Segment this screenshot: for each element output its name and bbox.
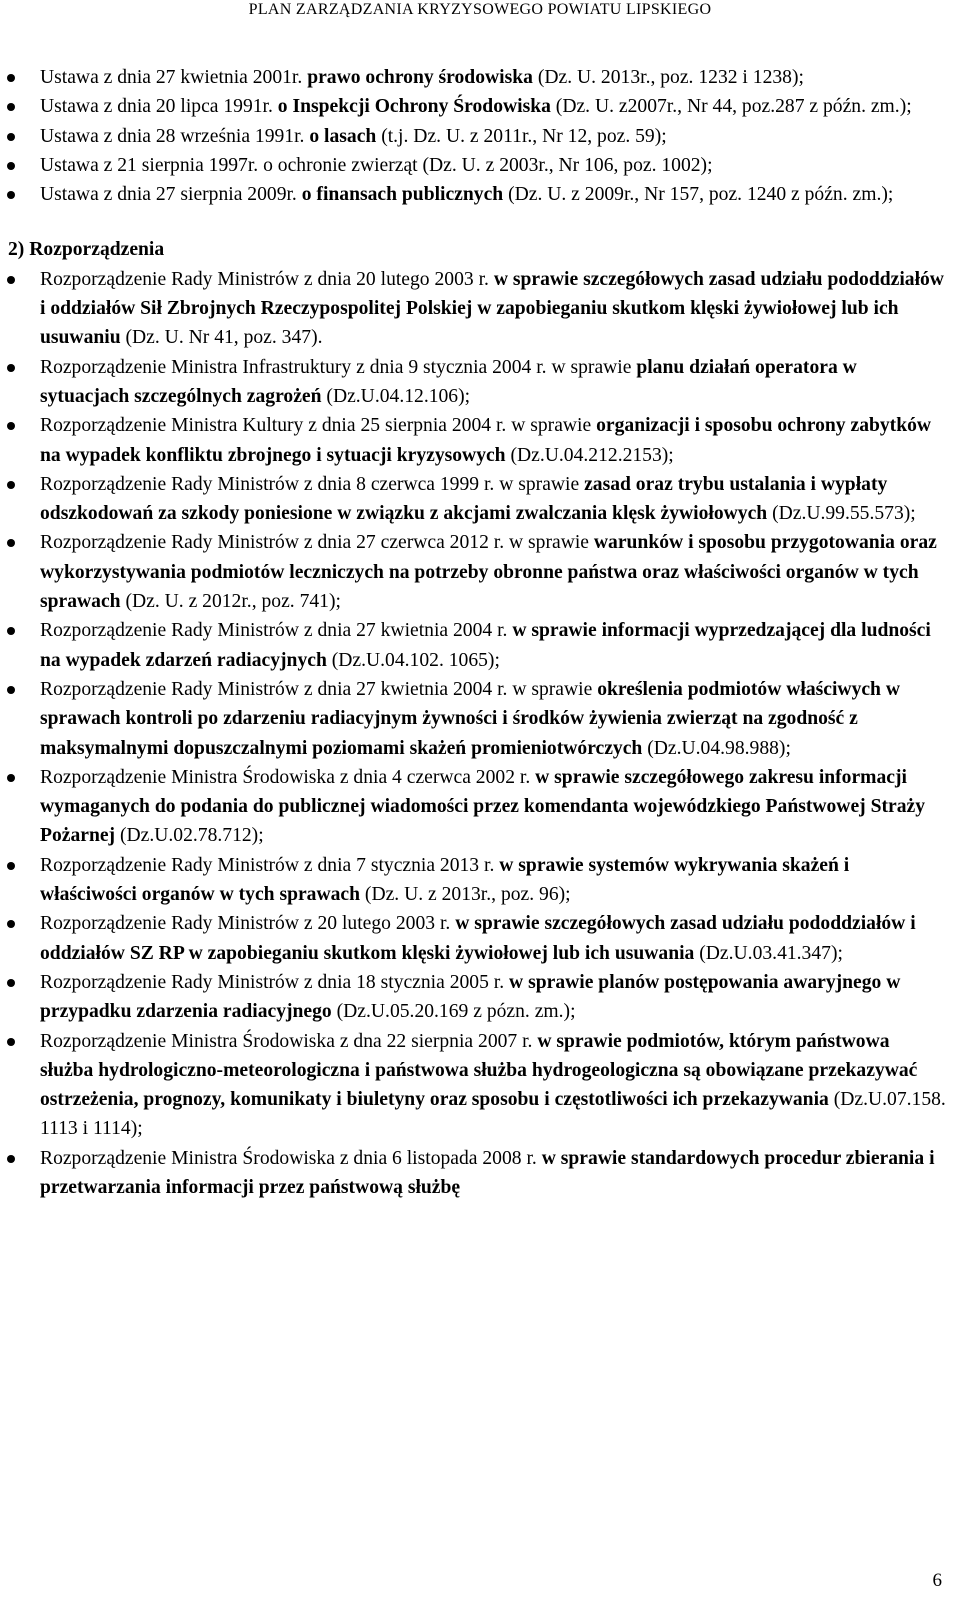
item-text: Rozporządzenie Ministra Środowiska z dnia 4 czerwca 2002 r. — [40, 766, 536, 788]
item-text-bold: określenia podmiotów właściwych w sprawach kontroli po zdarzeniu radiacyjnym żywności i środków żywienia zwierząt na zgodność z maksymalnymi dopuszczalnymi poziomami skażeń promieniotwórczych — [40, 678, 901, 759]
item-text: Rozporządzenie Rady Ministrów z dnia 27 kwietnia 2004 r. w sprawie — [40, 678, 598, 700]
item-text: Ustawa z dnia 27 sierpnia 2009r. — [40, 184, 302, 206]
item-text: (Dz.U.04.102. 1065); — [326, 649, 500, 671]
item-text-bold: w sprawie informacji wyprzedzającej dla ludności na wypadek zdarzeń radiacyjnych — [40, 620, 931, 671]
list-item — [0, 1027, 960, 1144]
page-header — [0, 0, 960, 30]
item-text-bold: w sprawie szczegółowych zasad udziału pododdziałów i oddziałów SZ RP w zapobieganiu skutkom klęski żywiołowej lub ich usuwania — [40, 913, 916, 964]
bullet-icon — [7, 539, 15, 547]
item-text: Rozporządzenie Ministra Infrastruktury z dnia 9 stycznia 2004 r. w sprawie — [40, 356, 637, 378]
statutes-list — [0, 63, 960, 209]
item-text: Rozporządzenie Rady Ministrów z dnia 8 czerwca 1999 r. w sprawie — [40, 473, 585, 495]
item-text: Rozporządzenie Ministra Środowiska z dnia 6 listopada 2008 r. — [40, 1147, 542, 1169]
item-text-bold: w sprawie standardowych procedur zbierania i przetwarzania informacji przez państwową służbę — [40, 1147, 935, 1198]
item-text: (Dz.U.03.41.347); — [694, 942, 843, 964]
bullet-icon — [7, 481, 15, 489]
bullet-icon — [7, 103, 15, 111]
item-text: Ustawa z dnia 28 września 1991r. — [40, 125, 310, 147]
item-text-bold: o Inspekcji Ochrony Środowiska — [277, 96, 551, 118]
item-text-bold: w sprawie planów postępowania awaryjnego w przypadku zdarzenia radiacyjnego — [40, 971, 901, 1023]
item-text: Ustawa z dnia 20 lipca 1991r. — [40, 96, 278, 118]
item-text: Ustawa z dnia 27 kwietnia 2001r. — [40, 67, 308, 88]
document-body — [0, 63, 960, 1202]
item-text-bold: organizacji i sposobu ochrony zabytków na wypadek konfliktu zbrojnego i sytuacji kryzysowych — [40, 415, 932, 466]
item-text: (Dz.U.07.158. 1113 i 1114); — [40, 1089, 946, 1140]
bullet-icon — [7, 276, 15, 284]
list-item — [0, 63, 960, 92]
item-text: Rozporządzenie Rady Ministrów z dnia 7 stycznia 2013 r. — [40, 854, 500, 876]
item-text-bold: w sprawie szczegółowego zakresu informacji wymaganych do podania do publicznej wiadomości przez komendanta wojewódzkiego Państwowej Straży Pożarnej — [40, 766, 925, 847]
list-item — [0, 92, 960, 121]
list-item — [0, 1144, 960, 1203]
bullet-icon — [7, 979, 15, 987]
item-text: (t.j. Dz. U. z 2011r., Nr 12, poz. 59); — [376, 125, 667, 147]
bullet-icon — [7, 74, 15, 82]
item-text: Ustawa z 21 sierpnia 1997r. o ochronie zwierząt (Dz. U. z 2003r., Nr 106, poz. 1002); — [40, 154, 713, 176]
list-item — [0, 151, 960, 180]
list-item — [0, 616, 960, 675]
bullet-icon — [7, 627, 15, 635]
list-item — [0, 411, 960, 470]
regulations-list — [0, 265, 960, 1203]
item-text-bold: w sprawie systemów wykrywania skażeń i właściwości organów w tych sprawach — [40, 854, 850, 906]
item-text: Rozporządzenie Rady Ministrów z dnia 27 czerwca 2012 r. w sprawie — [40, 532, 594, 554]
bullet-icon — [7, 774, 15, 782]
item-text: Rozporządzenie Rady Ministrów z dnia 20 lutego 2003 r. — [40, 268, 494, 290]
bullet-icon — [7, 1038, 15, 1046]
item-text: (Dz.U.04.98.988); — [642, 737, 791, 759]
list-item — [0, 909, 960, 968]
item-text-bold: warunków i sposobu przygotowania oraz wykorzystywania podmiotów leczniczych na potrzeby obronne państwa oraz właściwości organów w tych sprawach — [40, 532, 937, 613]
item-text: (Dz.U.99.55.573); — [767, 503, 916, 525]
item-text: Rozporządzenie Rady Ministrów z dnia 18 stycznia 2005 r. — [40, 971, 510, 993]
item-text: (Dz. U. 2013r., poz. 1232 i 1238); — [532, 67, 804, 88]
item-text-bold: zasad oraz trybu ustalania i wypłaty odszkodowań za szkody poniesione w związku z akcjami zwalczania klęsk żywiołowych — [40, 473, 888, 525]
item-text: (Dz. U. z2007r., Nr 44, poz.287 z późn. zm.); — [550, 96, 912, 118]
list-item — [0, 675, 960, 763]
item-text-bold: o lasach — [309, 125, 377, 147]
bullet-icon — [7, 133, 15, 141]
list-item — [0, 528, 960, 616]
item-text: (Dz.U.04.12.106); — [321, 385, 471, 407]
item-text: (Dz.U.02.78.712); — [115, 825, 264, 847]
list-item — [0, 122, 960, 151]
item-text-bold: w sprawie szczegółowych zasad udziału pododdziałów i oddziałów Sił Zbrojnych Rzeczypospolitej Polskiej w zapobieganiu skutkom klęski żywiołowej lub ich usuwaniu — [40, 268, 944, 349]
item-text: (Dz. U. z 2009r., Nr 157, poz. 1240 z późn. zm.); — [503, 184, 894, 206]
item-text-bold: prawo ochrony środowiska — [307, 67, 533, 88]
bullet-icon — [7, 862, 15, 870]
item-text: Rozporządzenie Ministra Środowiska z dna 22 sierpnia 2007 r. — [40, 1030, 538, 1052]
page-number: 6 — [932, 1570, 942, 1591]
item-text: (Dz.U.04.212.2153); — [505, 444, 674, 466]
bullet-icon — [7, 920, 15, 928]
bullet-icon — [7, 1155, 15, 1163]
item-text: (Dz. U. z 2012r., poz. 741); — [120, 591, 341, 613]
list-item — [0, 353, 960, 412]
list-item — [0, 470, 960, 529]
section-heading-regulations: 2) Rozporządzenia — [8, 239, 165, 261]
item-text: (Dz.U.05.20.169 z pózn. zm.); — [331, 1001, 576, 1023]
bullet-icon — [7, 364, 15, 372]
list-item — [0, 265, 960, 353]
list-item — [0, 180, 960, 209]
item-text: Rozporządzenie Rady Ministrów z dnia 27 kwietnia 2004 r. — [40, 620, 513, 642]
item-text-bold: w sprawie podmiotów, którym państwowa służba hydrologiczno-meteorologiczna i państwowa służba hydrogeologiczna są obowiązane przekazywać ostrzeżenia, prognozy, komunikaty i biuletyny oraz sposobu i częstotliwości ich przekazywania — [40, 1030, 918, 1111]
item-text: (Dz. U. z 2013r., poz. 96); — [360, 884, 571, 906]
bullet-icon — [7, 162, 15, 170]
list-item — [0, 763, 960, 851]
item-text: Rozporządzenie Ministra Kultury z dnia 25 sierpnia 2004 r. w sprawie — [40, 415, 597, 437]
item-text: Rozporządzenie Rady Ministrów z 20 lutego 2003 r. — [40, 913, 456, 935]
bullet-icon — [7, 422, 15, 430]
item-text: (Dz. U. Nr 41, poz. 347). — [120, 327, 323, 349]
item-text-bold: planu działań operatora w sytuacjach szczególnych zagrożeń — [40, 356, 857, 407]
list-item — [0, 851, 960, 910]
item-text-bold: o finansach publicznych — [301, 184, 504, 206]
bullet-icon — [7, 686, 15, 694]
bullet-icon — [7, 191, 15, 199]
document-title: PLAN ZARZĄDZANIA KRYZYSOWEGO POWIATU LIPSKIEGO — [248, 1, 712, 18]
list-item — [0, 968, 960, 1027]
